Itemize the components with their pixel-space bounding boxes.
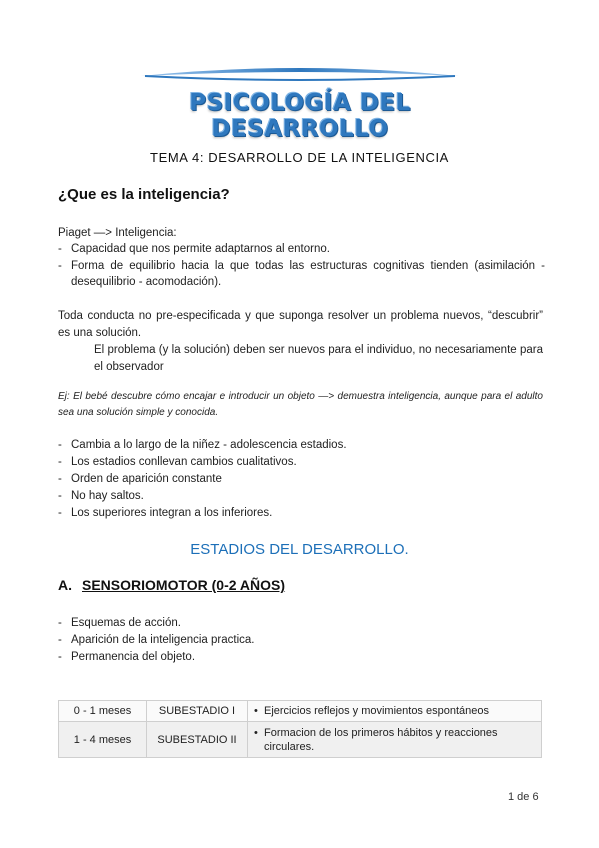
dash-bullet-icon: - (58, 260, 62, 272)
description-cell: • Ejercicios reflejos y movimientos espontáneos (248, 701, 542, 722)
example-note: Ej: El bebé descubre cómo encajar e introducir un objeto —> demuestra inteligencia, aunque para el adulto sea una solución simple y conocida. (58, 391, 543, 418)
piaget-label: Piaget —> Inteligencia: (58, 227, 177, 239)
age-cell: 0 - 1 meses (59, 701, 147, 722)
dash-bullet-icon: - (58, 473, 62, 485)
bullet-icon: • (254, 726, 258, 739)
stage-title: SENSORIOMOTOR (0-2 AÑOS) (82, 577, 286, 593)
banner-title: PSICOLOGÍA DEL DESARROLLO (189, 90, 411, 142)
question-heading: ¿Que es la inteligencia? (58, 186, 230, 203)
dash-bullet-icon: - (58, 243, 62, 255)
stage-letter: A. (58, 577, 72, 593)
banner-swoosh (135, 62, 465, 90)
dash-bullet-icon: - (58, 456, 62, 468)
dash-bullet-icon: - (58, 617, 62, 629)
dash-bullet-icon: - (58, 490, 62, 502)
topic-heading: TEMA 4: DESARROLLO DE LA INTELIGENCIA (150, 150, 449, 165)
dash-bullet-icon: - (58, 634, 62, 646)
dash-bullet-icon: - (58, 439, 62, 451)
table-row (59, 722, 542, 758)
bullet-icon: • (254, 705, 258, 717)
page-number: 1 de 6 (508, 791, 539, 803)
description-cell: • Formacion de los primeros hábitos y reacciones circulares. (248, 722, 542, 758)
section-title: ESTADIOS DEL DESARROLLO. (190, 541, 409, 558)
substage-cell: SUBESTADIO II (147, 722, 248, 758)
age-cell: 1 - 4 meses (59, 722, 147, 758)
conduct-paragraph: Toda conducta no pre-especificada y que suponga resolver un problema nuevos, “descubrir” es una solución. (58, 310, 543, 339)
dash-bullet-icon: - (58, 651, 62, 663)
title-banner (135, 62, 465, 142)
stage-heading (58, 577, 285, 593)
conduct-indent: El problema (y la solución) deben ser nuevos para el individuo, no necesariamente para el observador (94, 344, 543, 373)
substage-cell: SUBESTADIO I (147, 701, 248, 722)
table-row (59, 701, 542, 722)
document-page: PSICOLOGÍA DEL DESARROLLO TEMA 4: DESARROLLO DE LA INTELIGENCIA ¿Que es la inteligencia? Piaget —> Inteligencia: - Capacidad que nos permite adaptarnos al entorno. - Forma de equilibrio hacia la que todas las estructuras cognitivas tienden (asimilación - desequilibrio - acomodación). Toda conducta no pre-especificada y que suponga resolver un problema nuevos, “descubrir” es una solución. El problema (y la solución) deben ser nuevos para el individuo, no necesariamente para el observador Ej: El bebé descubre cómo encajar e introducir un objeto —> demuestra inteligencia, aunque para el adulto sea una solución simple y conocida. - Cambia a lo largo de la niñez - adolescencia estadios. - Los estadios conllevan cambios cualitativos. - Orden de aparición constante - No hay saltos. - Los superiores integran a los inferiores. ESTADIOS DEL DESARROLLO. A. SENSORIOMOTOR (0-2 AÑOS) - Esquemas de acción. - Aparición de la inteligencia practica. - Permanencia del objeto. 0 - 1 meses SUBESTADIO I • Ejercicios reflejos y movimientos espontáneos 1 - 4 meses SUBESTADIO II • Formacion de los primeros hábitos y reacciones circulares. 1 de 6 (0, 0, 599, 848)
dash-bullet-icon: - (58, 507, 62, 519)
substages-table (58, 700, 542, 758)
